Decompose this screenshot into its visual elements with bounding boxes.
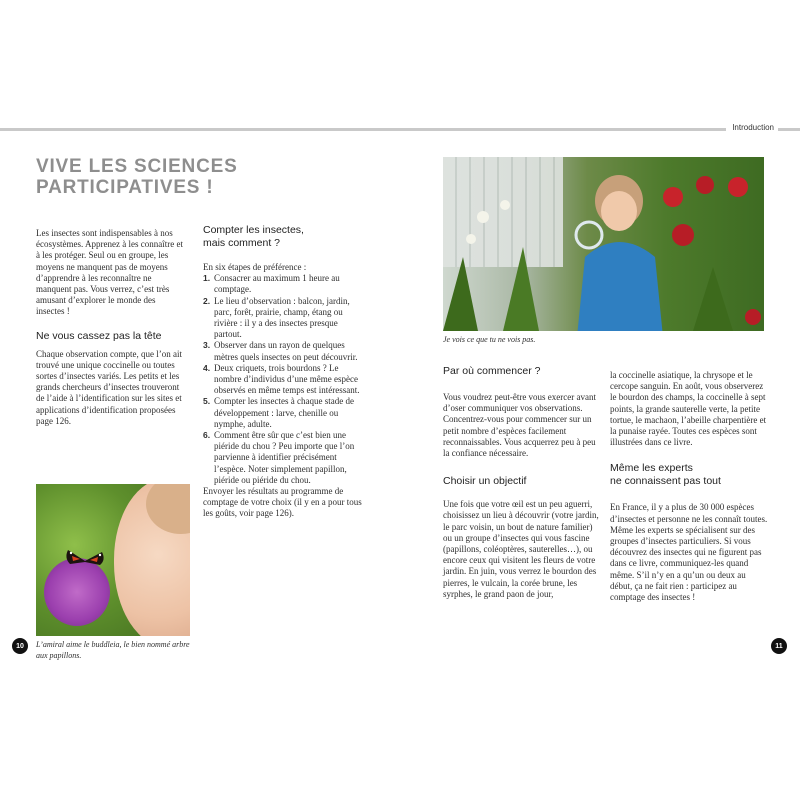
header-rule xyxy=(0,128,800,131)
step-text: Deux criquets, trois bourdons ? Le nombre d’individus d’une même espèce observés en même temps est intéressant. xyxy=(214,362,360,396)
title-line-2: PARTICIPATIVES ! xyxy=(36,177,214,198)
step-text: Compter les insectes à chaque stade de développement : larve, chenille ou nymphe, adulte. xyxy=(214,396,354,429)
heading-line-1: Même les experts xyxy=(610,462,693,475)
caption-right: Je vois ce que tu ne vois pas. xyxy=(443,335,536,344)
step-number: 2. xyxy=(203,295,211,306)
column-2 xyxy=(203,224,363,520)
step-item xyxy=(203,340,363,362)
heading-ne-vous-cassez: Ne vous cassez pas la tête xyxy=(36,329,162,342)
step-number: 3. xyxy=(203,340,211,351)
page-title xyxy=(36,156,266,198)
heading-line-2: ne connaissent pas tout xyxy=(610,475,721,488)
section-label: Introduction xyxy=(726,123,778,132)
paragraph-experts: En France, il y a plus de 30 000 espèces d’insectes et personne ne les connaît toutes. Même les experts se spécialisent sur des groupes d’insectes particuliers. Si vous découvrez des insectes qui ne figurent pas dans ce livre, communiquez-les quand même. S’il n’y en a qu’un ou deux au début, ça ne fait rien : participez au comptage des insectes ! xyxy=(610,502,768,603)
step-text: Observer dans un rayon de quelques mètres quels insectes on peut découvrir. xyxy=(214,340,358,362)
steps-lead: En six étapes de préférence : xyxy=(203,262,307,272)
photo-child-butterfly xyxy=(36,484,190,636)
step-number: 1. xyxy=(203,273,211,284)
column-4 xyxy=(610,370,768,603)
heading-choisir-objectif: Choisir un objectif xyxy=(443,475,527,488)
caption-left: L’amiral aime le buddleia, le bien nommé arbre aux papillons. xyxy=(36,640,190,660)
intro-paragraph: Les insectes sont indispensables à nos écosystèmes. Apprenez à les connaître et à les protéger. Seul ou en groupe, les moyens ne manquent pas de moyens d’apprendre à les reconnaître ne manquent pas. Vous verrez, c’est très amusant d’explorer le monde des insectes ! xyxy=(36,228,183,317)
photo-magnifier xyxy=(443,157,764,331)
heading-par-ou-commencer: Par où commencer ? xyxy=(443,365,541,377)
step-text: Le lieu d’observation : balcon, jardin, parc, forêt, prairie, champ, étang ou rivière : il y a des insectes presque partout. xyxy=(214,295,350,340)
step-number: 6. xyxy=(203,430,211,441)
butterfly-icon xyxy=(64,548,106,574)
step-number: 4. xyxy=(203,362,211,373)
step-item xyxy=(203,273,363,295)
paragraph-commencer: Vous voudrez peut-être vous exercer avant d’oser communiquer vos observations. Concentrez-vous pour commencer sur un petit nombre d’espèces facilement reconnaissables. Vous acquerrez peu à peu la confiance nécessaire. xyxy=(443,392,597,459)
heading-meme-les-experts xyxy=(610,462,768,488)
step-text: Consacrer au maximum 1 heure au comptage. xyxy=(214,273,340,295)
steps-list xyxy=(203,273,363,486)
paragraph-objectif: Une fois que votre œil est un peu aguerri, choisissez un lieu à découvrir (votre jardin, le parc voisin, un bout de nature familier) ou un groupe d’insectes qui vous fascine (papillons, coléoptères, sauterelles…), ou encore ceux qui visitent les fleurs de votre jardin. En juin, vous verrez le bourdon des pierres, le vulcain, la corée brune, les syrphes, le grand paon de jour, xyxy=(443,499,599,599)
step-item xyxy=(203,363,363,397)
step-item xyxy=(203,396,363,430)
step-item xyxy=(203,430,363,486)
title-line-1: VIVE LES SCIENCES xyxy=(36,156,238,177)
page-number-left: 10 xyxy=(12,638,28,654)
paragraph-species: la coccinelle asiatique, la chrysope et le cercope sanguin. En août, vous observerez le bourdon des champs, la coccinelle à sept points, la grande sauterelle verte, la petite tortue, le machaon, l’abeille charpentière et la punaise rayée. Toutes ces espèces sont illustrées dans ce livre. xyxy=(610,370,767,448)
column-1 xyxy=(36,228,186,427)
person-with-magnifier xyxy=(571,167,663,331)
page-number-right: 11 xyxy=(771,638,787,654)
heading-line-2: mais comment ? xyxy=(203,237,281,249)
heading-compter-insectes xyxy=(203,224,363,250)
step-text: Comment être sûr que c’est bien une piéride du chou ? Peu importe que l’on parvienne à identifier précisément l’espèce. Noter simplement papillon, piéride ou piéride du chou. xyxy=(214,430,355,485)
observation-paragraph: Chaque observation compte, que l’on ait trouvé une unique coccinelle ou toutes sortes d’insectes variés. Les petits et les grands chercheurs d’insectes trouveront de l’aide à l’identification sur les sites et applications d’identification proposées page 126. xyxy=(36,348,182,426)
steps-outro: Envoyer les résultats au programme de comptage de votre choix (il y en a pour tous les goûts, voir page 126). xyxy=(203,486,362,519)
step-item xyxy=(203,296,363,341)
step-number: 5. xyxy=(203,396,211,407)
column-3 xyxy=(443,365,601,600)
heading-line-1: Compter les insectes, xyxy=(203,224,304,236)
